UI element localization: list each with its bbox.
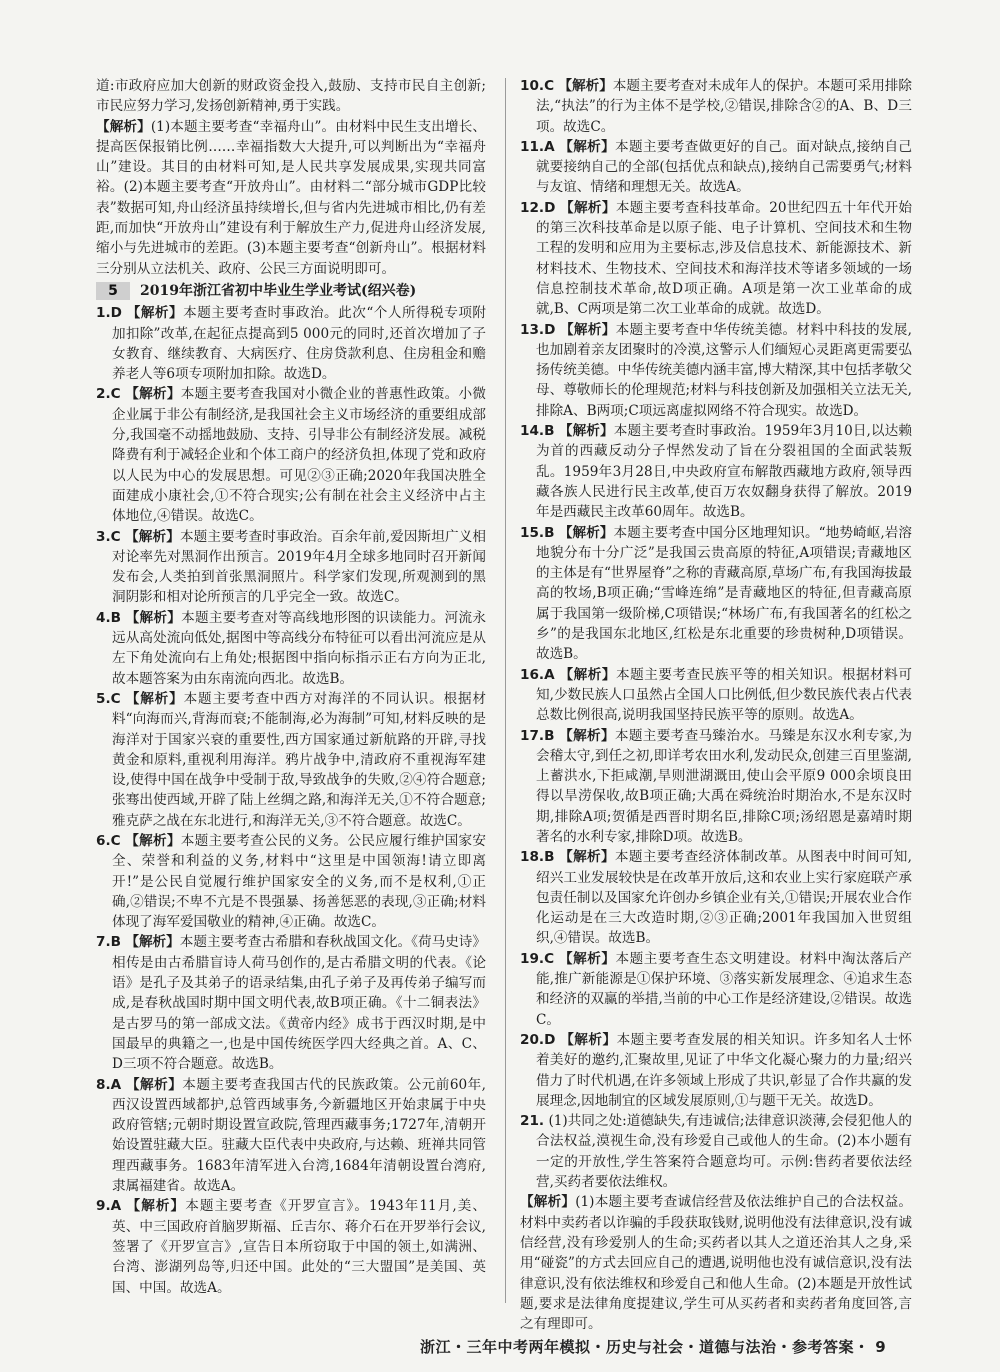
- analysis-tag: 【解析】: [125, 934, 180, 951]
- answer-item: [520, 137, 912, 198]
- answer-item: [520, 198, 912, 320]
- analysis-tag: 【解析】: [125, 832, 181, 849]
- answer-number: 17.B: [520, 727, 555, 744]
- analysis-tag: 【解析】: [560, 1031, 617, 1048]
- analysis-tag: 【解析】: [559, 666, 616, 683]
- section-title: 2019年浙江省初中毕业生学业考试(绍兴卷): [140, 282, 417, 299]
- answer-number: 18.B: [520, 849, 555, 866]
- answer-item: [520, 665, 912, 726]
- answer-item: [520, 1111, 912, 1192]
- answer-number: 3.C: [96, 528, 121, 545]
- answer-text: 本题主要考查我国对小微企业的普惠性政策。小微企业属于非公有制经济,是我国社会主义市场经济的重要组成部分,我国毫不动摇地鼓励、支持、引导非公有制经济发展。减税降费有利于减轻企业和个体工商户的经济负担,体现了党和政府以人民为中心的发展思想。可见②③正确;2020年我国决胜全面建成小康社会,①不符合现实;公有制在社会主义经济中占主体地位,④错误。故选C。: [112, 386, 487, 525]
- answer-item: [96, 1075, 486, 1197]
- left-column: [96, 76, 486, 1298]
- answer-text: 本题主要考查时事政治。此次“个人所得税专项附加扣除”改革,在起征点提高到5 000元的同时,还首次增加了子女教育、继续教育、大病医疗、住房贷款利息、住房租金和赡养老人等6项专项附加扣除。故选D。: [112, 305, 487, 383]
- analysis-tag: 【解析】: [559, 138, 616, 155]
- answer-number: 13.D: [520, 321, 556, 338]
- answer-number: 2.C: [96, 386, 121, 403]
- analysis-tag: 【解析】: [558, 950, 616, 967]
- answer-number: 20.D: [520, 1031, 556, 1048]
- answer-number: 12.D: [520, 199, 556, 216]
- answer-number: 4.B: [96, 609, 121, 626]
- analysis-tag: 【解析】: [558, 423, 614, 440]
- answer-text: 本题主要考查经济体制改革。从图表中时间可知,绍兴工业发展较快是在改革开放后,这和农业上实行家庭联产承包责任制以及国家允许创办乡镇企业有关,①错误;开展农业合作化运动是在三大改造时期,②③正确;2001年我国加入世贸组织,④错误。故选B。: [536, 849, 913, 947]
- analysis-tag: 【解析】: [558, 78, 613, 94]
- analysis-text: (1)本题主要考查“幸福舟山”。由材料中民生支出增长、提高医保报销比例……幸福指数大大提升,可以判断出为“幸福舟山”建设。其目的由材料可知,是人民共享发展成果,实现共同富裕。(2)本题主要考查“开放舟山”。由材料二“部分城市GDP比较表”数据可知,舟山经济虽持续增长,但与省内先进城市相比,仍有差距,而加快“开放舟山”建设有利于解放生产力,促进舟山经济发展,缩小与先进城市的差距。(3)本题主要考查“创新舟山”。根据材料三分别从立法机关、政府、公民三方面说明即可。: [96, 118, 487, 277]
- column-divider: [505, 78, 506, 1303]
- answer-text: 本题主要考查中华传统美德。材料中科技的发展,也加剧着亲友团聚时的冷漠,这警示人们缅短心灵距离更需要弘扬传统美德。中华传统美德内涵丰富,博大精深,其中包括孝敬父母、尊敬师长的伦理规范;材料与科技创新及加强相关立法无关,排除A、B两项;C项远离虚拟网络不符合现实。故选D。: [536, 321, 912, 419]
- intro-analysis: [96, 117, 486, 279]
- answer-text: 本题主要考查我国古代的民族政策。公元前60年,西汉设置西域都护,总管西域事务,今新疆地区开始隶属于中央政府管辖;元朝时期设置宣政院,管理西藏事务;1727年,清朝开始设置驻藏大臣。驻藏大臣代表中央政府,与达赖、班禅共同管理西藏事务。1683年清军进入台湾,1684年清朝设置台湾府,隶属福建省。故选A。: [112, 1076, 486, 1195]
- answer-number: 9.A: [96, 1198, 122, 1215]
- analysis-tag: 【解析】: [560, 321, 616, 338]
- answer-number: 6.C: [96, 832, 121, 849]
- answer-text: 本题主要考查发展的相关知识。许多知名人士怀着美好的邀约,汇聚故里,见证了中华文化凝心聚力的力量;绍兴借力了时代机遇,在许多领域上形成了共识,彰显了合作共赢的发展理念,因地制宜的区域发展原则,①与题干无关。故选D。: [536, 1031, 913, 1109]
- answer-text: 本题主要考查做更好的自己。面对缺点,接纳自己就要接纳自己的全部(包括优点和缺点),接纳自己需要勇气;材料与友谊、情绪和理想无关。故选A。: [536, 138, 913, 196]
- answer-item: [96, 932, 486, 1074]
- analysis-tag: 【解析】: [96, 118, 151, 135]
- intro-text: 道:市政府应加大创新的财政资金投入,鼓励、支持市民自主创新;市民应努力学习,发扬创新精神,勇于实践。: [96, 78, 486, 115]
- answer-number: 7.B: [96, 934, 121, 951]
- analysis-tag: 【解析】: [560, 199, 616, 216]
- answer-item: [96, 689, 486, 831]
- answer-text: 本题主要考查对未成年人的保护。本题可采用排除法,“执法”的行为主体不是学校,②错误,排除含②的A、B、D三项。故选C。: [536, 78, 912, 135]
- answer-number: 14.B: [520, 423, 555, 440]
- analysis-tag: 【解析】: [125, 690, 184, 707]
- section-header: [96, 281, 486, 301]
- answer-item: [520, 523, 912, 665]
- analysis-tag: 【解析】: [125, 528, 180, 545]
- answer-text: 本题主要考查生态文明建设。材料中淘汰落后产能,推广新能源是①保护环境、③落实新发展理念、④追求生态和经济的双赢的举措,当前的中心工作是经济建设,②错误。故选C。: [536, 950, 912, 1028]
- answer-number: 5.C: [96, 690, 121, 707]
- analysis-tag: 【解析】: [126, 1198, 186, 1215]
- answer-item: [96, 1196, 486, 1297]
- answer-text: 本题主要考查对等高线地形图的识读能力。河流永远从高处流向低处,据图中等高线分布特征可以看出河流应是从左下角处流向右上角处;根据图中指向标指示正右方向为正北,故本题答案为由东南流向西北。故选B。: [112, 609, 487, 687]
- answer-number: 21.: [520, 1113, 545, 1130]
- answer-text: (1)共同之处:道德缺失,有违诚信;法律意识淡薄,会侵犯他人的合法权益,漠视生命,没有珍爱自己或他人的生命。(2)本小题有一定的开放性,学生答案符合题意均可。示例:售药者要依法经营,买药者要依法维权。: [536, 1113, 912, 1191]
- answer-item: [96, 831, 486, 932]
- answer-text: 本题主要考查科技革命。20世纪四五十年代开始的第三次科技革命是以原子能、电子计算机、空间技术和生物工程的发明和应用为主要标志,涉及信息技术、新能源技术、新材料技术、生物技术、空间技术和海洋技术等诸多领域的一场信息控制技术革命,故D项正确。A项是第一次工业革命的成就,B、C两项是第二次工业革命的成就。故选D。: [536, 199, 912, 318]
- section-number: 5: [96, 282, 130, 300]
- answer-item: [96, 384, 486, 526]
- answer-item: [520, 726, 912, 848]
- answer-text: 本题主要考查古希腊和春秋战国文化。《荷马史诗》相传是由古希腊盲诗人荷马创作的,是古希腊文明的代表。《论语》是孔子及其弟子的语录结集,由孔子弟子及再传弟子编写而成,是春秋战国时期中国文明代表,故B项正确。《十二铜表法》是古罗马的第一部成文法。《黄帝内经》成书于西汉时期,是中国最早的典籍之一,也是中国传统医学四大经典之首。A、C、D三项不符合题意。故选B。: [112, 934, 487, 1073]
- analysis-tag: 【解析】: [559, 727, 615, 744]
- analysis-tag: 【解析】: [125, 609, 182, 626]
- left-answer-list: [96, 303, 486, 1298]
- right-answer-list: [520, 76, 912, 1192]
- answer-item: [520, 949, 912, 1030]
- answer-number: 8.A: [96, 1076, 122, 1093]
- analysis-tag: 【解析】: [126, 305, 184, 322]
- analysis-tag: 【解析】: [559, 849, 615, 866]
- analysis-tag: 【解析】: [558, 524, 614, 541]
- answer-number: 16.A: [520, 666, 555, 683]
- answer-text: 本题主要考查时事政治。百余年前,爱因斯坦广义相对论率先对黑洞作出预言。2019年4月全球多地同时召开新闻发布会,人类拍到首张黑洞照片。科学家们发现,所观测到的黑洞阴影和相对论所预言的几乎完全一致。故选C。: [112, 528, 487, 606]
- answer-item: [96, 608, 486, 689]
- answer-number: 15.B: [520, 524, 555, 541]
- answer-number: 11.A: [520, 138, 555, 155]
- answer-number: 1.D: [96, 305, 122, 322]
- page-footer: 浙江・三年中考两年模拟・历史与社会・道德与法治・参考答案・ 9: [420, 1338, 887, 1356]
- answer-number: 10.C: [520, 78, 555, 94]
- right-column: [520, 76, 912, 1334]
- answer-text: 本题主要考查时事政治。1959年3月10日,以达赖为首的西藏反动分子悍然发动了旨在分裂祖国的全面武装叛乱。1959年3月28日,中央政府宣布解散西藏地方政府,领导西藏各族人民进行民主改革,使百万农奴翻身获得了解放。2019年是西藏民主改革60周年。故选B。: [536, 423, 912, 521]
- answer-item: [520, 847, 912, 948]
- final-analysis: [520, 1192, 912, 1334]
- answer-text: 本题主要考查中西方对海洋的不同认识。根据材料“向海而兴,背海而衰;不能制海,必为海制”可知,材料反映的是海洋对于国家兴衰的重要性,西方国家通过新航路的开辟,寻找黄金和原料,重视利用海洋。鸦片战争中,清政府不重视海军建设,使得中国在战争中受制于敌,导致战争的失败,②④符合题意;张骞出使西域,开辟了陆上丝绸之路,和海洋无关,①不符合题意;雅克萨之战在东北进行,和海洋无关,③不符合题意。故选C。: [112, 690, 487, 829]
- answer-number: 19.C: [520, 950, 555, 967]
- analysis-tag: 【解析】: [125, 1076, 183, 1093]
- answer-text: 本题主要考查公民的义务。公民应履行维护国家安全、荣誉和利益的义务,材料中“这里是中国领海!请立即离开!”是公民自觉履行维护国家安全的义务,而不是权利,①正确,②错误;不卑不亢是不畏强暴、扬善惩恶的表现,③正确;材料体现了海军爱国敬业的精神,④正确。故选C。: [112, 832, 487, 931]
- answer-text: 本题主要考查《开罗宣言》。1943年11月,美、英、中三国政府首脑罗斯福、丘吉尔、蒋介石在开罗举行会议,签署了《开罗宣言》,宣告日本所窃取于中国的领土,如满洲、台湾、澎湖列岛等,归还中国。此处的“三大盟国”是美国、英国、中国。故选A。: [112, 1198, 486, 1296]
- answer-text: 本题主要考查中国分区地理知识。“地势崎岖,岩溶地貌分布十分广泛”是我国云贵高原的特征,A项错误;青藏地区的主体是有“世界屋脊”之称的青藏高原,草场广布,有我国海拔最高的牧场,B项正确;“雪峰连绵”是青藏地区的特征,但青藏高原属于我国第一级阶梯,C项错误;“林场广布,有我国著名的红松之乡”的是我国东北地区,红松是东北重要的珍贵树种,D项错误。故选B。: [536, 524, 912, 663]
- answer-item: [520, 320, 912, 421]
- analysis-tag: 【解析】: [125, 386, 181, 403]
- analysis-text: (1)本题主要考查诚信经营及依法维护自己的合法权益。材料中卖药者以诈骗的手段获取钱财,说明他没有法律意识,没有诚信经营,没有珍爱别人的生命;买药者以其人之道还治其人之身,采用“碰瓷”的方式去回应自己的遭遇,说明他也没有诚信意识,没有法律意识,没有依法维权和珍爱自己和他人生命。(2)本题是开放性试题,要求是法律角度提建议,学生可从买药者和卖药者角度回答,言之有理即可。: [520, 1194, 913, 1333]
- answer-item: [96, 527, 486, 608]
- answer-item: [520, 76, 912, 137]
- answer-text: 本题主要考查马臻治水。马臻是东汉水利专家,为会稽太守,到任之初,即详考农田水利,发动民众,创建三百里鉴湖,上蓄洪水,下拒咸潮,旱则泄湖溉田,使山会平原9 000余顷良田得以旱涝保收,故B项正确;大禹在舜统治时期治水,不是东汉时期,排除A项;贺循是西晋时期名臣,排除C项;汤绍恩是嘉靖时期著名的水利专家,排除D项。故选B。: [536, 727, 913, 845]
- answer-text: 本题主要考查民族平等的相关知识。根据材料可知,少数民族人口虽然占全国人口比例低,但少数民族代表占代表总数比例很高,说明我国坚持民族平等的原则。故选A。: [536, 666, 913, 724]
- answer-item: [96, 303, 486, 384]
- answer-item: [520, 1030, 912, 1111]
- answer-item: [520, 421, 912, 522]
- analysis-tag: 【解析】: [520, 1194, 576, 1211]
